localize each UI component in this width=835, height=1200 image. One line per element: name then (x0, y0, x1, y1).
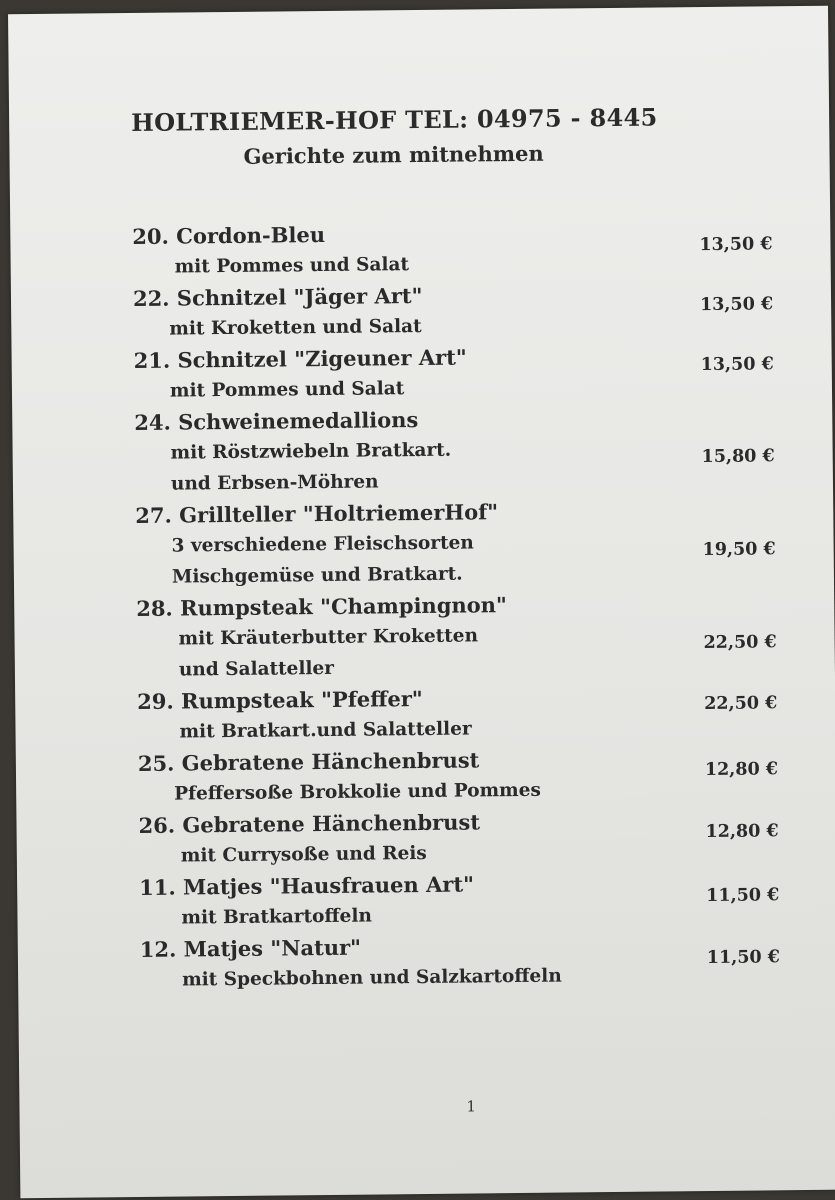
menu-item-description: mit Pommes und Salat (169, 378, 405, 402)
menu-item-name: 12. Matjes "Natur" (139, 934, 362, 962)
menu-page (8, 6, 835, 1199)
menu-item-description: mit Kräuterbutter Kroketten (178, 625, 479, 650)
menu-item-description: mit Röstzwiebeln Bratkart. (170, 439, 452, 464)
menu-item (138, 803, 799, 872)
menu-item-name: 26. Gebratene Hänchenbrust (138, 809, 481, 838)
menu-item-price: 13,50 € (699, 234, 773, 256)
menu-item-description: Mischgemüse und Bratkart. (171, 563, 463, 588)
menu-item-name: 24. Schweinemedallions (134, 407, 419, 435)
menu-item (137, 679, 798, 748)
menu-item-price: 22,50 € (703, 632, 777, 654)
menu-item-name: 21. Schnitzel "Zigeuner Art" (133, 344, 467, 373)
menu-item-price: 13,50 € (699, 294, 774, 316)
menu-item-price: 11,50 € (706, 885, 780, 907)
menu-list (132, 214, 800, 996)
menu-item-description: mit Kroketten und Salat (169, 315, 422, 340)
menu-item-price: 12,80 € (705, 821, 779, 843)
menu-item-name: 20. Cordon-Bleu (132, 221, 326, 250)
menu-item-name: 11. Matjes "Hausfrauen Art" (139, 871, 475, 900)
menu-item-price: 12,80 € (704, 759, 779, 781)
menu-subtitle: Gerichte zum mitnehmen (243, 140, 544, 169)
menu-item-price: 13,50 € (700, 354, 774, 376)
menu-item-name: 25. Gebratene Hänchenbrust (137, 747, 480, 776)
page-number: 1 (466, 1097, 477, 1116)
menu-item (135, 493, 796, 593)
menu-item-description: Pfeffersoße Brokkolie und Pommes (174, 779, 541, 805)
menu-item-price: 11,50 € (706, 947, 781, 969)
menu-item-description: mit Bratkart.und Salatteller (179, 718, 472, 743)
menu-item-description: mit Currysoße und Reis (180, 842, 427, 867)
menu-item-description: und Erbsen-Möhren (170, 471, 379, 495)
menu-item (138, 741, 799, 810)
menu-item-description: mit Bratkartoffeln (181, 905, 372, 929)
menu-item-name: 27. Grillteller "HoltriemerHof" (135, 499, 499, 528)
menu-item-name: 29. Rumpsteak "Pfeffer" (137, 685, 423, 714)
menu-item (136, 586, 797, 686)
menu-item (134, 400, 795, 500)
menu-item (140, 927, 801, 996)
menu-item-description: mit Speckbohnen und Salzkartoffeln (182, 965, 562, 991)
menu-item (132, 214, 793, 283)
menu-item (133, 338, 794, 407)
menu-item (133, 276, 794, 345)
menu-item-description: mit Pommes und Salat (174, 254, 410, 278)
menu-item-description: 3 verschiedene Fleischsorten (171, 532, 474, 557)
menu-header (131, 102, 732, 170)
restaurant-title: HOLTRIEMER-HOF TEL: 04975 - 8445 (131, 102, 658, 138)
menu-item-price: 19,50 € (702, 539, 776, 561)
menu-item-description: und Salatteller (178, 657, 335, 681)
menu-item-price: 22,50 € (704, 693, 778, 715)
menu-item-name: 28. Rumpsteak "Champingnon" (136, 592, 508, 621)
menu-item-price: 15,80 € (701, 446, 775, 468)
menu-item (139, 865, 800, 934)
menu-item-name: 22. Schnitzel "Jäger Art" (132, 282, 423, 311)
